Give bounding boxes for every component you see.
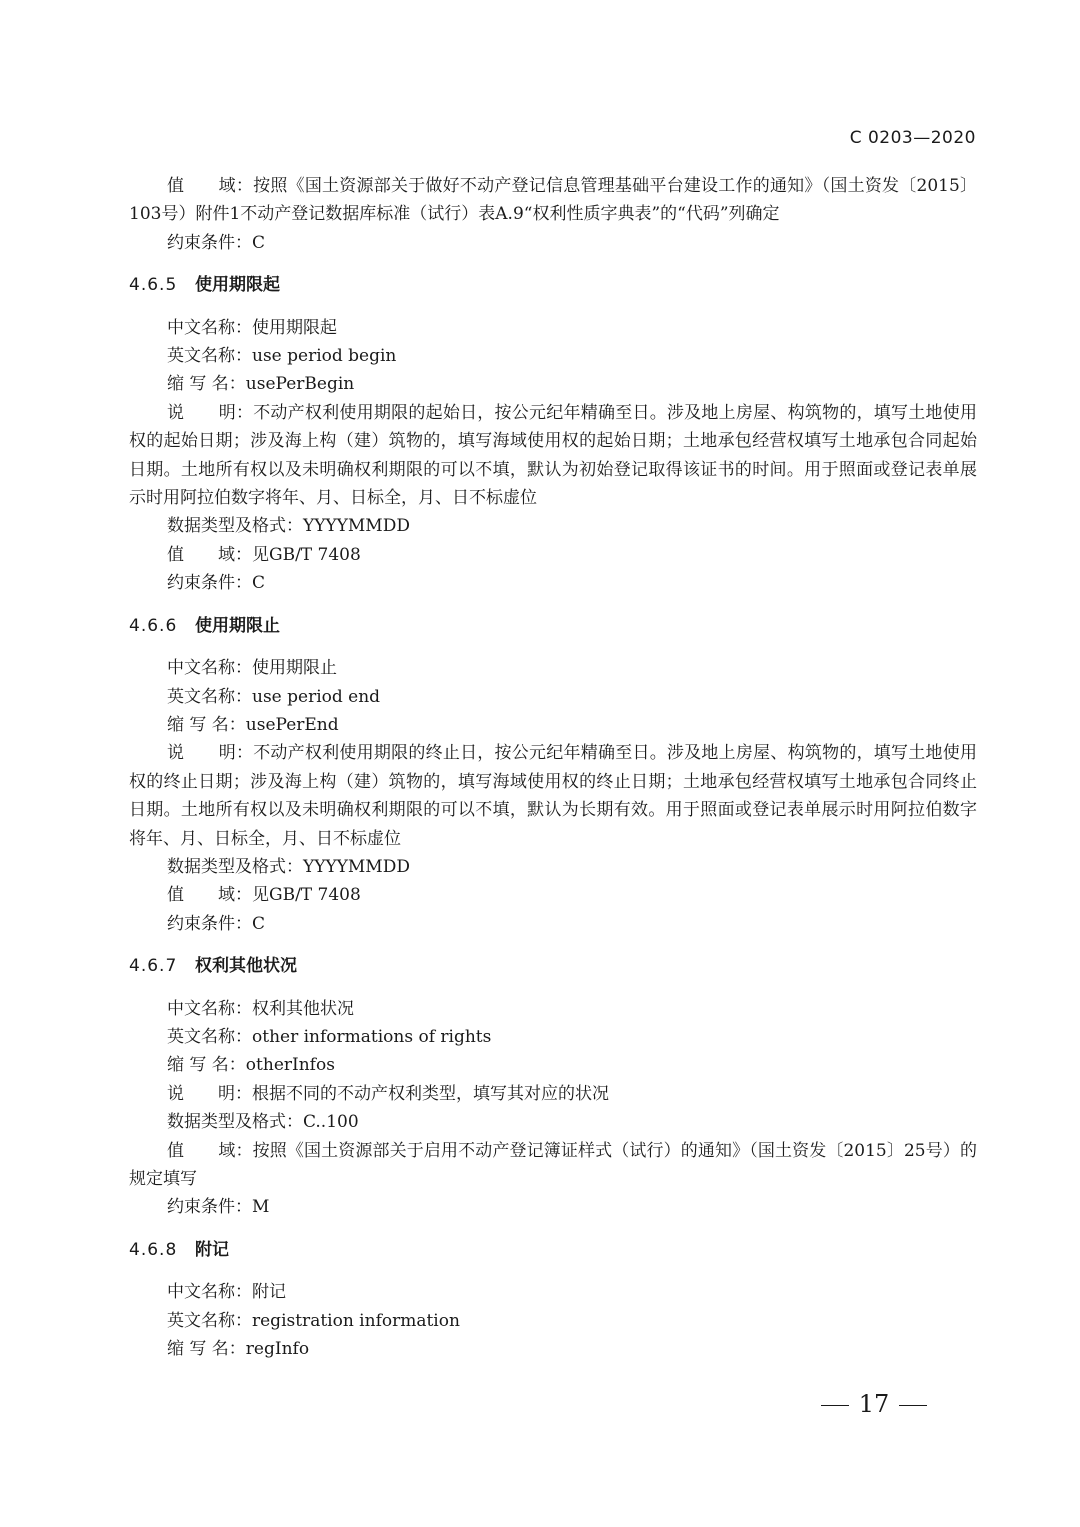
footer-dash-left bbox=[821, 1405, 849, 1406]
field-range: 值 域：按照《国土资源部关于启用不动产登记簿证样式（试行）的通知》（国土资发〔2015〕25号）的规定填写 bbox=[129, 1140, 977, 1189]
field-constraint: 约束条件：M bbox=[167, 1197, 270, 1218]
field-description: 说 明：不动产权利使用期限的起始日，按公元纪年精确至日。涉及地上房屋、构筑物的，填写土地使用权的起始日期；涉及海上构（建）筑物的，填写海域使用权的起始日期；土地承包经营权填写土地承包合同起始日期。土地所有权以及未明确权利期限的可以不填，默认为初始登记取得该证书的时间。用于照面或登记表单展示时用阿拉伯数字将年、月、日标全，月、日不标虚位 bbox=[129, 402, 977, 509]
section-number: 4.6.8 bbox=[129, 1239, 178, 1260]
field-abbr: 缩 写 名：otherInfos bbox=[167, 1055, 335, 1076]
field-format: 数据类型及格式：YYYYMMDD bbox=[167, 856, 410, 877]
section-number: 4.6.6 bbox=[129, 615, 178, 636]
section-heading-4-6-8 bbox=[129, 1236, 977, 1264]
section-title: 附记 bbox=[195, 1239, 229, 1260]
field-range: 值 域：见GB/T 7408 bbox=[167, 885, 361, 906]
section-title: 使用期限起 bbox=[195, 275, 280, 296]
section-title: 使用期限止 bbox=[195, 615, 280, 636]
section-title: 权利其他状况 bbox=[195, 956, 297, 977]
field-en-name: 英文名称：use period end bbox=[167, 686, 381, 707]
field-range: 值 域：见GB/T 7408 bbox=[167, 544, 361, 565]
field-abbr: 缩 写 名：usePerEnd bbox=[167, 714, 339, 735]
page-number: 17 bbox=[858, 1390, 890, 1418]
field-cn-name: 中文名称：权利其他状况 bbox=[167, 998, 354, 1019]
document-code: C 0203—2020 bbox=[849, 128, 976, 148]
section-number: 4.6.5 bbox=[129, 275, 178, 296]
section-heading-4-6-7 bbox=[129, 952, 977, 980]
field-constraint: 约束条件：C bbox=[167, 573, 266, 594]
field-cn-name: 中文名称：使用期限止 bbox=[167, 658, 337, 679]
field-cn-name: 中文名称：附记 bbox=[167, 1282, 286, 1303]
page-footer bbox=[0, 1390, 1080, 1418]
field-format: 数据类型及格式：C..100 bbox=[167, 1112, 359, 1133]
section-heading-4-6-6 bbox=[129, 612, 977, 640]
field-en-name: 英文名称：use period begin bbox=[167, 346, 397, 367]
field-description: 说 明：根据不同的不动产权利类型，填写其对应的状况 bbox=[167, 1083, 609, 1104]
field-description: 说 明：不动产权利使用期限的终止日，按公元纪年精确至日。涉及地上房屋、构筑物的，填写土地使用权的终止日期；涉及海上构（建）筑物的，填写海域使用权的终止日期；土地承包经营权填写土地承包合同终止日期。土地所有权以及未明确权利期限的可以不填，默认为长期有效。用于照面或登记表单展示时用阿拉伯数字将年、月、日标全，月、日不标虚位 bbox=[129, 743, 977, 849]
field-constraint: 约束条件：C bbox=[167, 913, 266, 934]
field-en-name: 英文名称：registration information bbox=[167, 1310, 460, 1331]
field-abbr: 缩 写 名：regInfo bbox=[167, 1339, 310, 1360]
field-cn-name: 中文名称：使用期限起 bbox=[167, 317, 337, 338]
section-heading-4-6-5 bbox=[129, 271, 977, 299]
intro-constraint: 约束条件：C bbox=[167, 232, 266, 253]
field-abbr: 缩 写 名：usePerBegin bbox=[167, 374, 355, 395]
field-en-name: 英文名称：other informations of rights bbox=[167, 1026, 492, 1047]
intro-range: 值 域：按照《国土资源部关于做好不动产登记信息管理基础平台建设工作的通知》（国土资发〔2015〕103号）附件1不动产登记数据库标准（试行）表A.9“权利性质字典表”的“代码”列确定 bbox=[129, 176, 977, 225]
section-number: 4.6.7 bbox=[129, 956, 178, 977]
document-body bbox=[129, 172, 977, 1363]
footer-dash-right bbox=[899, 1405, 927, 1406]
field-format: 数据类型及格式：YYYYMMDD bbox=[167, 516, 410, 537]
